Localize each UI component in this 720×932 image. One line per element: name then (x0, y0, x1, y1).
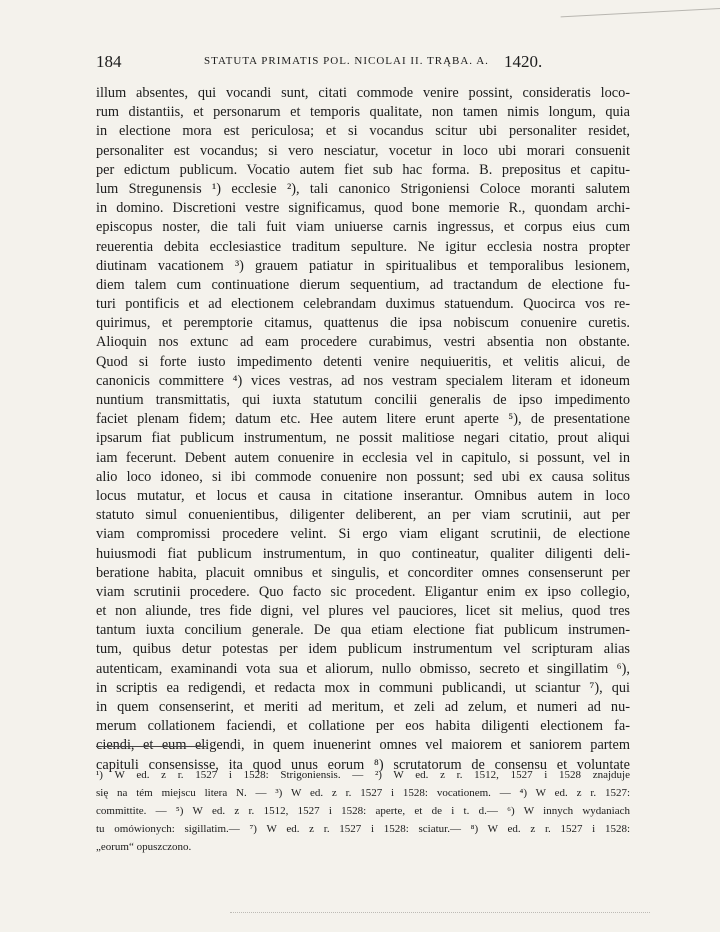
body-line: tum, quibus detur potestas per idem publicum instrumentum vel scripturam alias (96, 641, 630, 658)
body-line: reuerentia debita ecclesiastice traditum sepulture. Ne igitur ecclesia nostra propter (96, 238, 630, 255)
body-line: in domino. Discretioni vestre significamus, quod bone memorie R., quondam archi- (96, 200, 630, 217)
body-line: faciet plenam fidem; datum etc. Hee autem litere erunt aperte ⁵), de presentatione (96, 411, 630, 428)
body-line: autenticam, examinandi vota sua et aliorum, nullo obmisso, secreto et singillatim ⁶), (96, 660, 630, 677)
body-line: huiusmodi fiat publicum instrumentum, in quo contineatur, qualiter diligenti deli- (96, 545, 630, 562)
running-title: STATUTA PRIMATIS POL. NICOLAI II. TRĄBA. A. (204, 55, 489, 67)
body-line: Alioquin nos extunc ad eam procedere curabimus, vestri absentia non obstante. (96, 334, 630, 351)
body-line: personaliter est vocandus; si vero nesciatur, vocetur in loco ubi morari consuenit (96, 142, 630, 159)
footnote-line: committite. — ⁵) W ed. z r. 1512, 1527 i 1528: aperte, et de i t. d.— ⁶) W innych wydaniach (96, 805, 630, 817)
body-line: in electione mora est periculosa; et si vocandus scitur ubi personaliter residet, (96, 123, 630, 140)
body-line: in scriptis ea redigendi, et redacta mox in communi publicandi, ut sciantur ⁷), qui (96, 679, 630, 696)
body-line: viam compromissi procedere velint. Si ergo viam eligant scrutinii, de electione (96, 526, 630, 543)
page-number: 184 (96, 52, 122, 71)
running-year: 1420. (504, 52, 543, 71)
body-line: diutinam vacationem ³) grauem patiatur in spiritualibus et temporalibus lesionem, (96, 257, 630, 274)
footnote-line: ¹) W ed. z r. 1527 i 1528: Strigoniensis. — ²) W ed. z r. 1512, 1527 i 1528 znajduje (96, 769, 630, 781)
body-line: rum distantiis, et personarum et temporis qualitate, non tamen nimis longum, quia (96, 104, 630, 121)
body-line: ipsarum fiat publicum instrumentum, ne possit malitiose negari citatio, prout aliqui (96, 430, 630, 447)
body-line: locus mutatur, et locus et causa in citatione inserantur. Omnibus autem in loco (96, 487, 630, 504)
body-line: per edictum publicum. Vocatio autem fiet sub hac forma. B. prepositus et capitu- (96, 161, 630, 178)
body-line: viam scrutinii procedere. Quo facto sic procedent. Eligantur enim ex ipso collegio, (96, 583, 630, 600)
body-line: et non aliunde, tres fide digni, vel plures vel pauciores, licet sit melius, quod tres (96, 603, 630, 620)
body-line: statuto simul conuenientibus, diligenter deliberent, an per viam scrutinii, aut per (96, 507, 630, 524)
body-line: episcopus noster, die tali fuit viam uniuerse carnis ingressus, et corpus eius cum (96, 219, 630, 236)
body-line: tantum iuxta concilium generale. De qua etiam electione fiat publicum instrumen- (96, 622, 630, 639)
page-header (96, 52, 656, 76)
body-line: quirimus, et peremptorie citamus, quattenus die ipsa nobiscum conuenire curetis. (96, 315, 630, 332)
footnotes (96, 766, 630, 856)
scan-bottom-dots (230, 912, 650, 913)
body-line: in quem consenserint, et meriti ad meritum, et zeli ad zelum, et numeri ad nu- (96, 699, 630, 715)
body-line: beratione habita, placuit omnibus et singulis, et concorditer omnes consenserunt per (96, 564, 630, 581)
scan-edge-line (560, 0, 720, 17)
footnote-line: „eorum“ opuszczono. (96, 841, 192, 853)
body-line: turi pontificis et ad electionem celebrandam duximus statuendum. Quocirca vos re- (96, 296, 630, 313)
body-line: diem talem cum continuatione dierum sequentium, ad tractandum de electione fu- (96, 276, 630, 293)
body-line: canonicis committere ⁴) vices vestras, ad nos vestram specialem literam et idoneum (96, 372, 630, 389)
body-line: ciendi, et eum eligendi, in quem inuenerint omnes vel maiorem et saniorem partem (96, 737, 630, 754)
body-line: nuntium transmittatis, qui iuxta statutum concilii generalis de ipso impedimento (96, 392, 630, 408)
body-line: illum absentes, qui vocandi sunt, citati commode venire possint, consideratis loco- (96, 85, 630, 101)
footnote-line: się na tém miejscu litera N. — ³) W ed. z r. 1527 i 1528: vocationem. — ⁴) W ed. z r. 1527: (96, 787, 630, 799)
body-line: alio loco idoneo, si ibi commode conuenire non possunt; sed ubi ex causa solitus (96, 468, 630, 485)
body-line: Quod si forte iusto impedimento detenti venire nequiueritis, et velitis alicui, de (96, 353, 630, 370)
body-line: capituli consensisse, ita quod unus eorum ⁸) scrutatorum de consensu et voluntate (96, 756, 630, 773)
body-line: merum collationem faciendi, et collatione per eos habita diligenti electionem fa- (96, 718, 630, 735)
footnote-rule (96, 746, 206, 747)
body-text (96, 84, 630, 775)
body-line: lum Stregunensis ¹) ecclesie ²), tali canonico Strigoniensi Coloce moranti salutem (96, 180, 630, 197)
footnote-line: tu omówionych: sigillatim.— ⁷) W ed. z r. 1527 i 1528: sciatur.— ⁸) W ed. z r. 1527 i 1528: (96, 823, 630, 835)
body-line: iam fecerunt. Debent autem conuenire in ecclesia vel in capitulo, si possunt, vel in (96, 449, 630, 466)
